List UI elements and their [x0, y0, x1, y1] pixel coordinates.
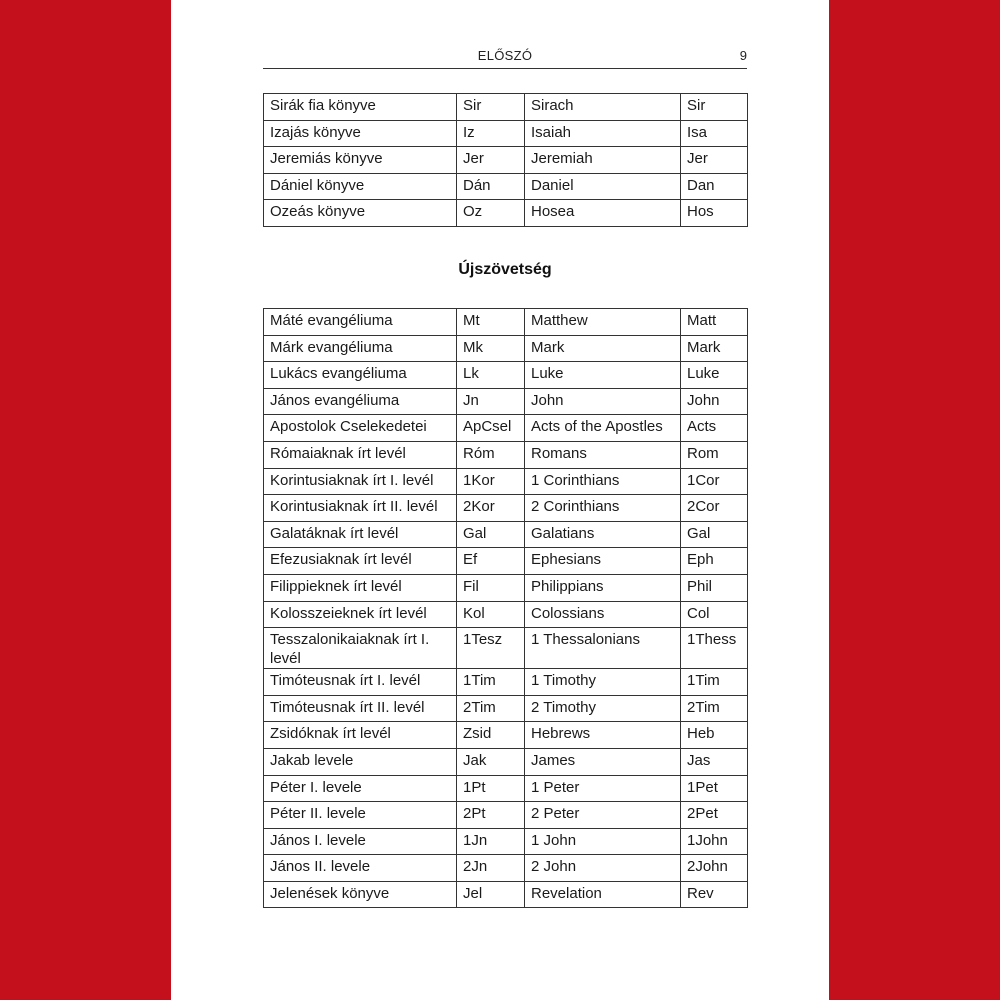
table-row — [264, 441, 748, 468]
table-row — [264, 388, 748, 415]
hungarian-abbr-cell: Lk — [457, 362, 525, 389]
table-row — [264, 722, 748, 749]
hungarian-abbr-cell: 1Jn — [457, 828, 525, 855]
hungarian-name-cell: Jeremiás könyve — [264, 147, 457, 174]
english-abbr-cell: Mark — [681, 335, 748, 362]
hungarian-abbr-cell: 1Kor — [457, 468, 525, 495]
english-abbr-cell: 2Pet — [681, 802, 748, 829]
hungarian-name-cell: Tesszalonikaiaknak írt I. levél — [264, 628, 457, 669]
english-name-cell: 1 Thessalonians — [525, 628, 681, 669]
table-row — [264, 495, 748, 522]
english-name-cell: 2 Peter — [525, 802, 681, 829]
english-name-cell: 1 John — [525, 828, 681, 855]
hungarian-abbr-cell: Jn — [457, 388, 525, 415]
english-abbr-cell: Jas — [681, 748, 748, 775]
hungarian-name-cell: Kolosszeieknek írt levél — [264, 601, 457, 628]
english-abbr-cell: 2Tim — [681, 695, 748, 722]
new-testament-table — [263, 308, 748, 908]
english-name-cell: Hosea — [525, 200, 681, 227]
hungarian-abbr-cell: Oz — [457, 200, 525, 227]
english-name-cell: Romans — [525, 441, 681, 468]
english-name-cell: Daniel — [525, 173, 681, 200]
hungarian-abbr-cell: Ef — [457, 548, 525, 575]
english-abbr-cell: 2John — [681, 855, 748, 882]
hungarian-abbr-cell: Mt — [457, 309, 525, 336]
english-name-cell: Mark — [525, 335, 681, 362]
hungarian-name-cell: Jakab levele — [264, 748, 457, 775]
hungarian-abbr-cell: 2Kor — [457, 495, 525, 522]
english-name-cell: John — [525, 388, 681, 415]
english-name-cell: Hebrews — [525, 722, 681, 749]
hungarian-name-cell: Máté evangéliuma — [264, 309, 457, 336]
hungarian-name-cell: Galatáknak írt levél — [264, 521, 457, 548]
english-name-cell: 2 Timothy — [525, 695, 681, 722]
english-abbr-cell: Rev — [681, 881, 748, 908]
table-row — [264, 802, 748, 829]
table-row — [264, 362, 748, 389]
hungarian-name-cell: Korintusiaknak írt I. levél — [264, 468, 457, 495]
english-name-cell: 1 Corinthians — [525, 468, 681, 495]
table-row — [264, 601, 748, 628]
hungarian-name-cell: Lukács evangéliuma — [264, 362, 457, 389]
hungarian-name-cell: Efezusiaknak írt levél — [264, 548, 457, 575]
table-row — [264, 94, 748, 121]
english-abbr-cell: 1John — [681, 828, 748, 855]
table-row — [264, 775, 748, 802]
hungarian-name-cell: Korintusiaknak írt II. levél — [264, 495, 457, 522]
hungarian-name-cell: János I. levele — [264, 828, 457, 855]
hungarian-abbr-cell: Mk — [457, 335, 525, 362]
english-name-cell: Jeremiah — [525, 147, 681, 174]
hungarian-abbr-cell: Gal — [457, 521, 525, 548]
table-row — [264, 548, 748, 575]
english-abbr-cell: Eph — [681, 548, 748, 575]
hungarian-abbr-cell: Róm — [457, 441, 525, 468]
hungarian-name-cell: Márk evangéliuma — [264, 335, 457, 362]
english-name-cell: 2 John — [525, 855, 681, 882]
english-name-cell: Colossians — [525, 601, 681, 628]
english-name-cell: James — [525, 748, 681, 775]
english-abbr-cell: John — [681, 388, 748, 415]
hungarian-name-cell: Filippieknek írt levél — [264, 574, 457, 601]
hungarian-name-cell: Ozeás könyve — [264, 200, 457, 227]
english-abbr-cell: Col — [681, 601, 748, 628]
table-row — [264, 628, 748, 669]
table-row — [264, 828, 748, 855]
hungarian-abbr-cell: Iz — [457, 120, 525, 147]
hungarian-abbr-cell: 1Pt — [457, 775, 525, 802]
hungarian-abbr-cell: Fil — [457, 574, 525, 601]
hungarian-abbr-cell: 1Tim — [457, 669, 525, 696]
hungarian-abbr-cell: Jer — [457, 147, 525, 174]
hungarian-abbr-cell: 2Tim — [457, 695, 525, 722]
hungarian-name-cell: Zsidóknak írt levél — [264, 722, 457, 749]
table-row — [264, 855, 748, 882]
hungarian-abbr-cell: Zsid — [457, 722, 525, 749]
hungarian-name-cell: Apostolok Cselekedetei — [264, 415, 457, 442]
english-abbr-cell: Isa — [681, 120, 748, 147]
hungarian-name-cell: Dániel könyve — [264, 173, 457, 200]
english-name-cell: Revelation — [525, 881, 681, 908]
table-row — [264, 748, 748, 775]
table-row — [264, 669, 748, 696]
hungarian-name-cell: Timóteusnak írt II. levél — [264, 695, 457, 722]
english-abbr-cell: 1Cor — [681, 468, 748, 495]
english-name-cell: Matthew — [525, 309, 681, 336]
hungarian-abbr-cell: Sir — [457, 94, 525, 121]
english-name-cell: Ephesians — [525, 548, 681, 575]
english-abbr-cell: Rom — [681, 441, 748, 468]
english-abbr-cell: Phil — [681, 574, 748, 601]
hungarian-name-cell: János evangéliuma — [264, 388, 457, 415]
hungarian-name-cell: Rómaiaknak írt levél — [264, 441, 457, 468]
old-testament-table — [263, 93, 748, 227]
english-name-cell: Sirach — [525, 94, 681, 121]
hungarian-name-cell: Izajás könyve — [264, 120, 457, 147]
english-abbr-cell: 1Thess — [681, 628, 748, 669]
table-row — [264, 335, 748, 362]
english-abbr-cell: Luke — [681, 362, 748, 389]
hungarian-name-cell: Sirák fia könyve — [264, 94, 457, 121]
hungarian-abbr-cell: Kol — [457, 601, 525, 628]
table-row — [264, 695, 748, 722]
table-row — [264, 521, 748, 548]
page-number: 9 — [739, 48, 747, 63]
english-name-cell: Luke — [525, 362, 681, 389]
english-abbr-cell: 2Cor — [681, 495, 748, 522]
hungarian-abbr-cell: Dán — [457, 173, 525, 200]
english-abbr-cell: Sir — [681, 94, 748, 121]
chapter-title: ELŐSZÓ — [477, 48, 533, 63]
hungarian-name-cell: Jelenések könyve — [264, 881, 457, 908]
english-name-cell: Galatians — [525, 521, 681, 548]
table-row — [264, 468, 748, 495]
section-heading: Újszövetség — [458, 261, 552, 278]
hungarian-name-cell: János II. levele — [264, 855, 457, 882]
table-row — [264, 309, 748, 336]
hungarian-name-cell: Péter I. levele — [264, 775, 457, 802]
book-page — [171, 0, 829, 1000]
running-head — [263, 46, 747, 69]
hungarian-abbr-cell: 2Pt — [457, 802, 525, 829]
english-abbr-cell: Acts — [681, 415, 748, 442]
english-name-cell: Acts of the Apostles — [525, 415, 681, 442]
english-abbr-cell: Matt — [681, 309, 748, 336]
hungarian-abbr-cell: 1Tesz — [457, 628, 525, 669]
hungarian-abbr-cell: Jel — [457, 881, 525, 908]
hungarian-name-cell: Péter II. levele — [264, 802, 457, 829]
english-name-cell: Isaiah — [525, 120, 681, 147]
table-row — [264, 120, 748, 147]
hungarian-abbr-cell: Jak — [457, 748, 525, 775]
english-abbr-cell: 1Tim — [681, 669, 748, 696]
english-abbr-cell: Heb — [681, 722, 748, 749]
english-name-cell: 2 Corinthians — [525, 495, 681, 522]
table-row — [264, 200, 748, 227]
table-row — [264, 881, 748, 908]
hungarian-abbr-cell: 2Jn — [457, 855, 525, 882]
english-abbr-cell: Jer — [681, 147, 748, 174]
table-row — [264, 147, 748, 174]
table-row — [264, 415, 748, 442]
english-abbr-cell: 1Pet — [681, 775, 748, 802]
english-abbr-cell: Dan — [681, 173, 748, 200]
hungarian-abbr-cell: ApCsel — [457, 415, 525, 442]
hungarian-name-cell: Timóteusnak írt I. levél — [264, 669, 457, 696]
table-row — [264, 173, 748, 200]
english-abbr-cell: Gal — [681, 521, 748, 548]
english-name-cell: Philippians — [525, 574, 681, 601]
english-name-cell: 1 Peter — [525, 775, 681, 802]
english-abbr-cell: Hos — [681, 200, 748, 227]
table-row — [264, 574, 748, 601]
english-name-cell: 1 Timothy — [525, 669, 681, 696]
